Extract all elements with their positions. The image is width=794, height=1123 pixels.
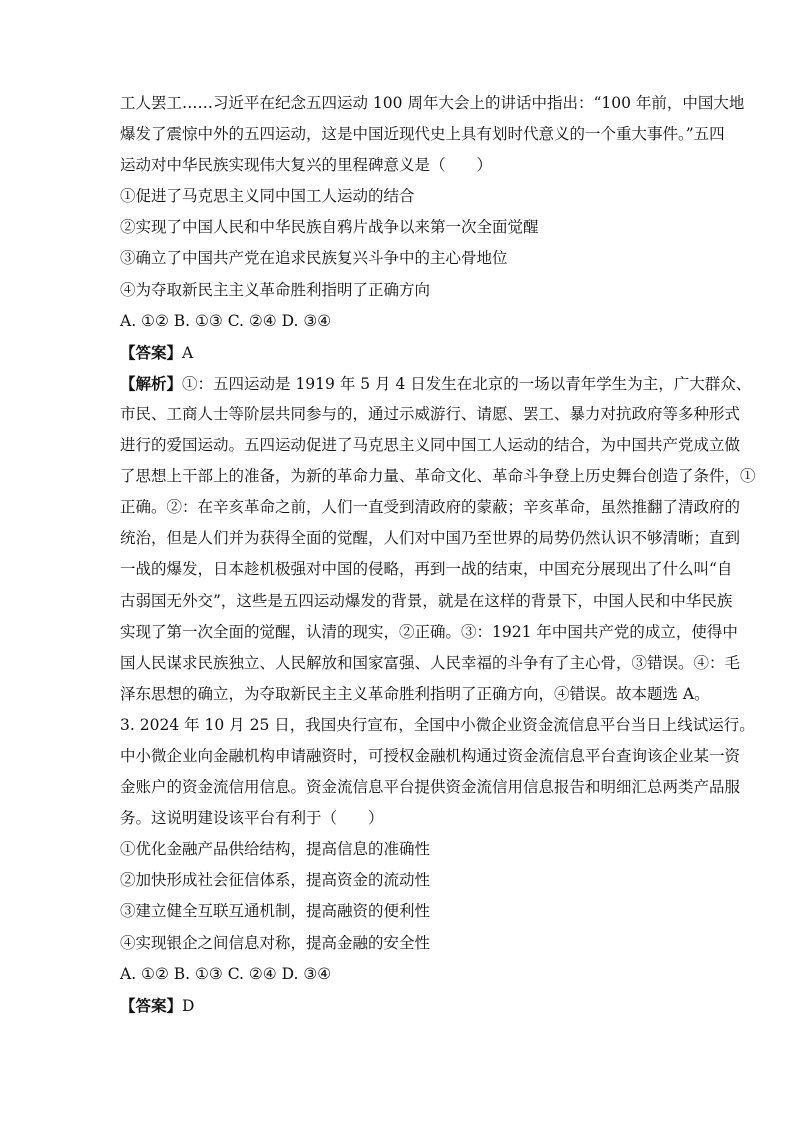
q3-answer [120, 990, 688, 1021]
q2-stem-line: 爆发了震惊中外的五四运动，这是中国近现代史上具有划时代意义的一个重大事件。”五四 [120, 125, 725, 144]
answer-label: 【答案】 [120, 995, 183, 1015]
q2-analysis-line [120, 368, 752, 399]
q2-stem-line: 运动对中华民族实现伟大复兴的里程碑意义是（ ） [120, 156, 493, 175]
q2-analysis-line: 市民、工商人士等阶层共同参与的，通过示威游行、请愿、罢工、暴力对抗政府等多种形式 [120, 404, 741, 423]
q2-option-2: ②实现了中国人民和中华民族自鸦片战争以来第一次全面觉醒 [120, 218, 539, 237]
q3-option-1: ①优化金融产品供给结构，提高信息的准确性 [120, 840, 431, 859]
q2-analysis-line: 进行的爱国运动。五四运动促进了马克思主义同中国工人运动的结合，为中国共产党成立做 [120, 436, 741, 455]
q3-choices: A. ①② B. ①③ C. ②④ D. ③④ [120, 964, 332, 983]
q3-option-3: ③建立健全互联互通机制，提高融资的便利性 [120, 902, 431, 921]
q2-answer [120, 337, 688, 368]
q2-analysis-line: 统治，但是人们并为获得全面的觉醒，人们对中国乃至世界的局势仍然认识不够清晰；直到 [120, 529, 741, 548]
q2-choices: A. ①② B. ①③ C. ②④ D. ③④ [120, 311, 332, 330]
q3-stem-line: 中小微企业向金融机构申请融资时，可授权金融机构通过资金流信息平台查询该企业某一资 [120, 746, 741, 765]
answer-label: 【答案】 [120, 342, 183, 362]
q2-analysis-line: 正确。②：在辛亥革命之前，人们一直受到清政府的蒙蔽；辛亥革命，虽然推翻了清政府的 [120, 498, 741, 517]
analysis-text: ①：五四运动是 1919 年 5 月 4 日发生在北京的一场以青年学生为主，广大群众、 [182, 374, 752, 393]
q2-analysis-line: 国人民谋求民族独立、人民解放和国家富强、人民幸福的斗争有了主心骨，③错误。④：毛 [120, 653, 741, 672]
q2-option-3: ③确立了中国共产党在追求民族复兴斗争中的主心骨地位 [120, 249, 508, 268]
q2-analysis-line: 古弱国无外交”，这些是五四运动爆发的背景，就是在这样的背景下，中国人民和中华民族 [120, 591, 733, 610]
q2-analysis-line: 了思想上干部上的准备，为新的革命力量、革命文化、革命斗争登上历史舞台创造了条件，① [120, 467, 756, 486]
q3-stem-line: 务。这说明建设该平台有利于（ ） [120, 809, 384, 828]
q2-analysis-line: 泽东思想的确立，为夺取新民主主义革命胜利指明了正确方向，④错误。故本题选 A。 [120, 684, 710, 703]
q2-option-1: ①促进了马克思主义同中国工人运动的结合 [120, 187, 415, 206]
answer-value: A [182, 343, 194, 362]
q2-stem-line: 工人罢工……习近平在纪念五四运动 100 周年大会上的讲话中指出：“100 年前，中国大地 [120, 94, 745, 112]
q2-analysis-line: 实现了第一次全面的觉醒，认清的现实，②正确。③：1921 年中国共产党的成立，使得中 [120, 622, 738, 641]
q3-stem-line: 金账户的资金流信用信息。资金流信息平台提供资金流信用信息报告和明细汇总两类产品服 [120, 778, 741, 797]
analysis-label: 【解析】 [120, 373, 183, 393]
q3-option-2: ②加快形成社会征信体系，提高资金的流动性 [120, 871, 431, 890]
q2-option-4: ④为夺取新民主主义革命胜利指明了正确方向 [120, 280, 431, 299]
q2-analysis-line: 一战的爆发，日本趁机极强对中国的侵略，再到一战的结束，中国充分展现出了什么叫“自 [120, 560, 733, 579]
answer-value: D [182, 996, 195, 1015]
q3-option-4: ④实现银企之间信息对称，提高金融的安全性 [120, 933, 431, 952]
q3-stem-line: 3. 2024 年 10 月 25 日，我国央行宣布，全国中小微企业资金流信息平台当日上线试运行。 [120, 715, 755, 734]
document-page [120, 88, 756, 1021]
